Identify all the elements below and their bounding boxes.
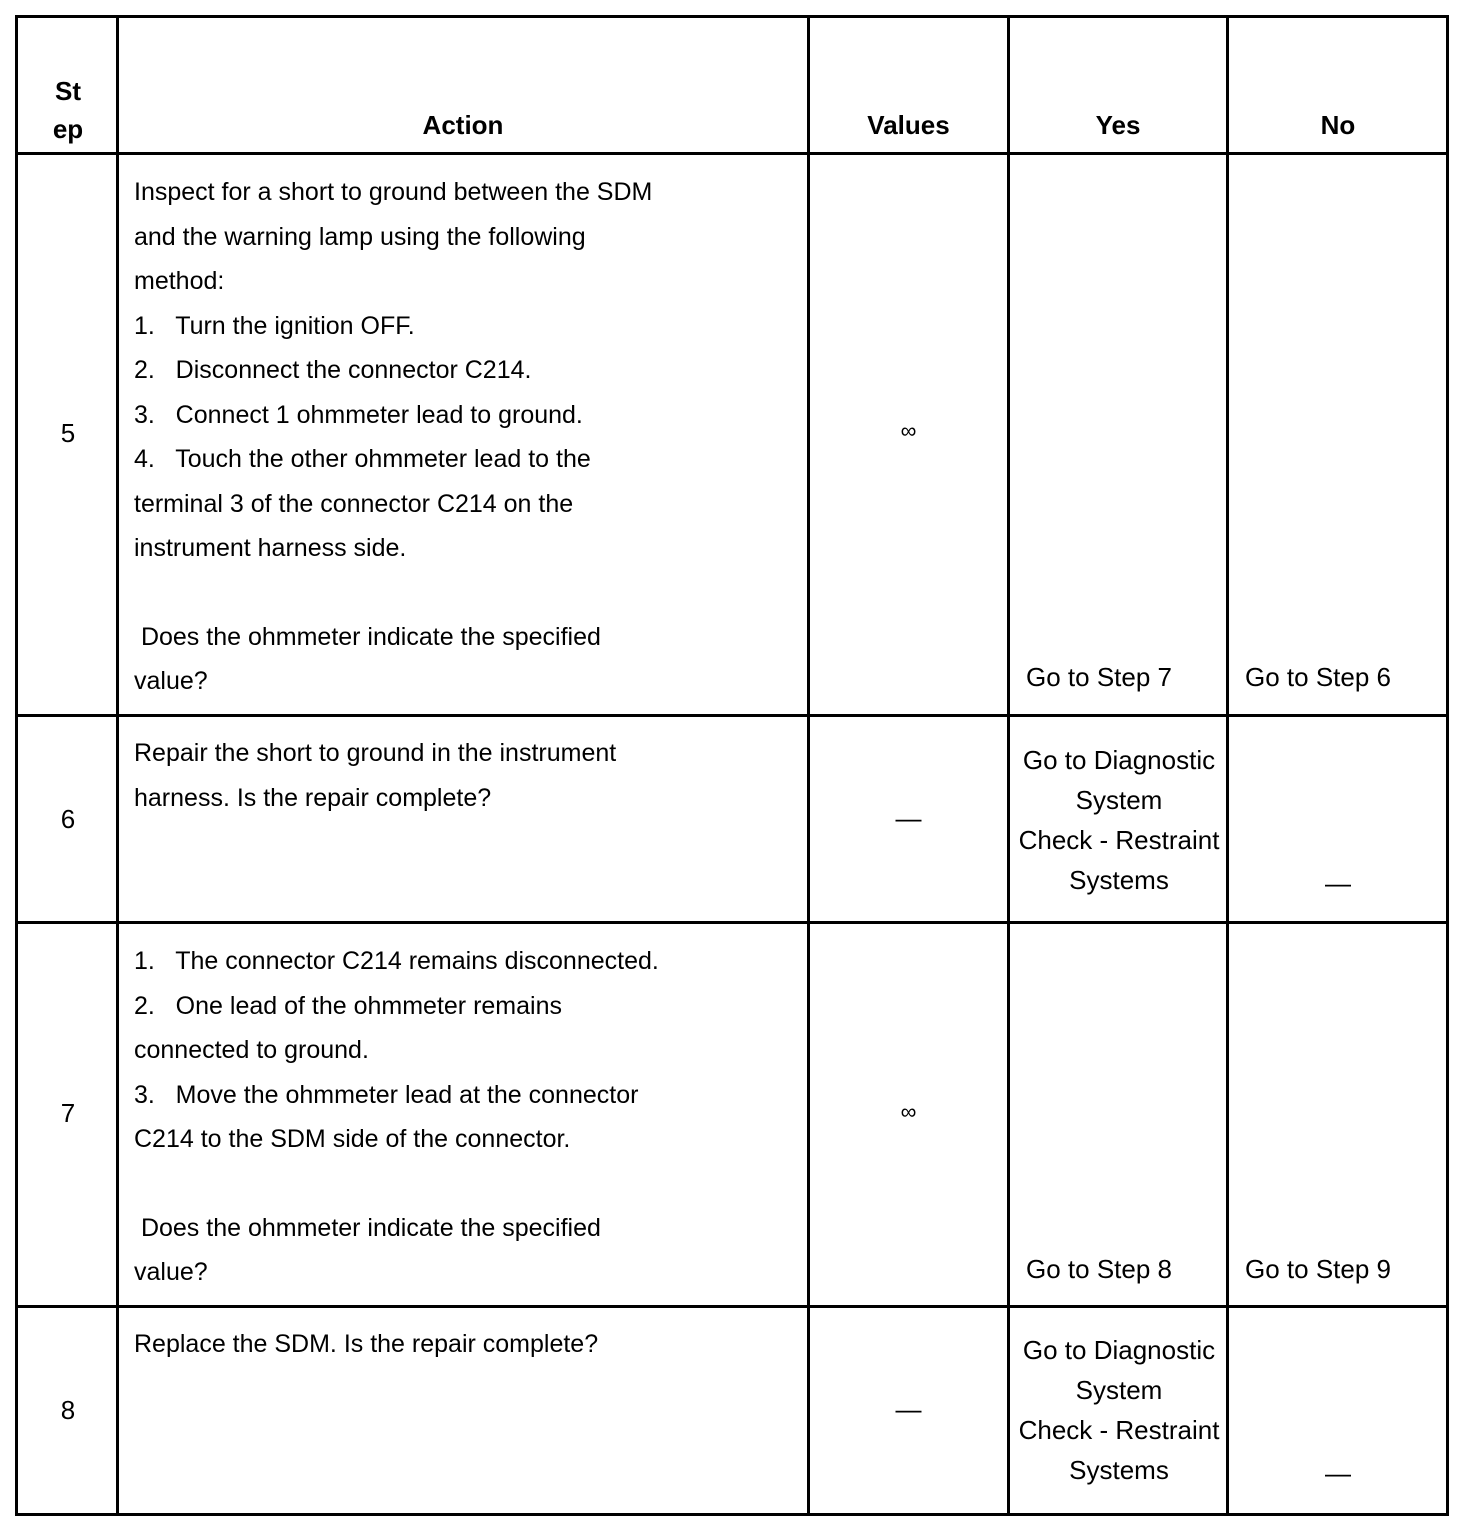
no-dash: — [1325, 1458, 1351, 1488]
action-line: Repair the short to ground in the instrument [134, 739, 617, 767]
action-text [134, 939, 659, 1295]
action-line [134, 1162, 659, 1206]
action-line: 3. Move the ohmmeter lead at the connector [134, 1080, 639, 1109]
action-text [134, 731, 616, 820]
header-step-line-2: ep [52, 114, 84, 144]
value-infinity: ∞ [900, 418, 917, 443]
step-number: 6 [60, 804, 76, 834]
action-line: Does the ohmmeter indicate the specified [134, 1213, 601, 1242]
action-line: instrument harness side. [134, 534, 407, 562]
action-line: harness. Is the repair complete? [134, 783, 492, 812]
yes-target [1009, 1330, 1229, 1490]
row-divider [15, 921, 1449, 924]
action-line: connected to ground. [134, 1036, 369, 1064]
header-no: No [1320, 110, 1356, 140]
action-line: value? [134, 1258, 208, 1286]
action-line: method: [134, 267, 225, 295]
action-line: terminal 3 of the connector C214 on the [134, 489, 574, 518]
header-yes: Yes [1095, 110, 1141, 140]
no-target: Go to Step 9 [1245, 1254, 1391, 1284]
action-line: 1. Turn the ignition OFF. [134, 311, 415, 340]
row-divider [15, 714, 1449, 717]
action-line [134, 571, 652, 615]
action-line: and the warning lamp using the following [134, 222, 586, 251]
yes-line: Go to Diagnostic [1022, 745, 1216, 775]
value-infinity: ∞ [900, 1099, 917, 1124]
action-line: Does the ohmmeter indicate the specified [134, 622, 601, 651]
action-line: C214 to the SDM side of the connector. [134, 1125, 571, 1153]
yes-target: Go to Step 8 [1026, 1254, 1172, 1284]
row-divider [15, 1305, 1449, 1308]
yes-line: Systems [1069, 865, 1169, 895]
yes-line: Check - Restraint [1018, 1415, 1220, 1445]
action-text [134, 1322, 598, 1367]
yes-line: System [1075, 1375, 1163, 1405]
action-line: 2. One lead of the ohmmeter remains [134, 991, 562, 1020]
yes-line: Go to Diagnostic [1022, 1335, 1216, 1365]
value-dash: — [895, 803, 922, 833]
action-line: 4. Touch the other ohmmeter lead to the [134, 445, 591, 473]
action-line: Replace the SDM. Is the repair complete? [134, 1330, 599, 1358]
yes-line: System [1075, 785, 1163, 815]
value-dash: — [895, 1394, 922, 1424]
yes-target [1009, 740, 1229, 900]
no-target: Go to Step 6 [1245, 662, 1391, 692]
action-line: value? [134, 667, 208, 695]
step-number: 5 [60, 418, 76, 448]
header-step-line-1: St [55, 76, 81, 106]
action-line: 3. Connect 1 ohmmeter lead to ground. [134, 400, 583, 429]
row-divider [15, 152, 1449, 155]
yes-line: Systems [1069, 1455, 1169, 1485]
action-line: Inspect for a short to ground between the SDM [134, 178, 653, 206]
no-dash: — [1325, 868, 1351, 898]
column-divider [116, 15, 119, 1516]
column-divider [807, 15, 810, 1516]
action-text [134, 170, 652, 704]
step-number: 7 [60, 1098, 76, 1128]
yes-target: Go to Step 7 [1026, 662, 1172, 692]
action-line: 1. The connector C214 remains disconnected. [134, 947, 659, 975]
header-values: Values [867, 110, 950, 140]
header-action: Action [422, 110, 504, 140]
yes-line: Check - Restraint [1018, 825, 1220, 855]
header-step [18, 72, 118, 148]
action-line: 2. Disconnect the connector C214. [134, 356, 532, 384]
step-number: 8 [60, 1395, 76, 1425]
